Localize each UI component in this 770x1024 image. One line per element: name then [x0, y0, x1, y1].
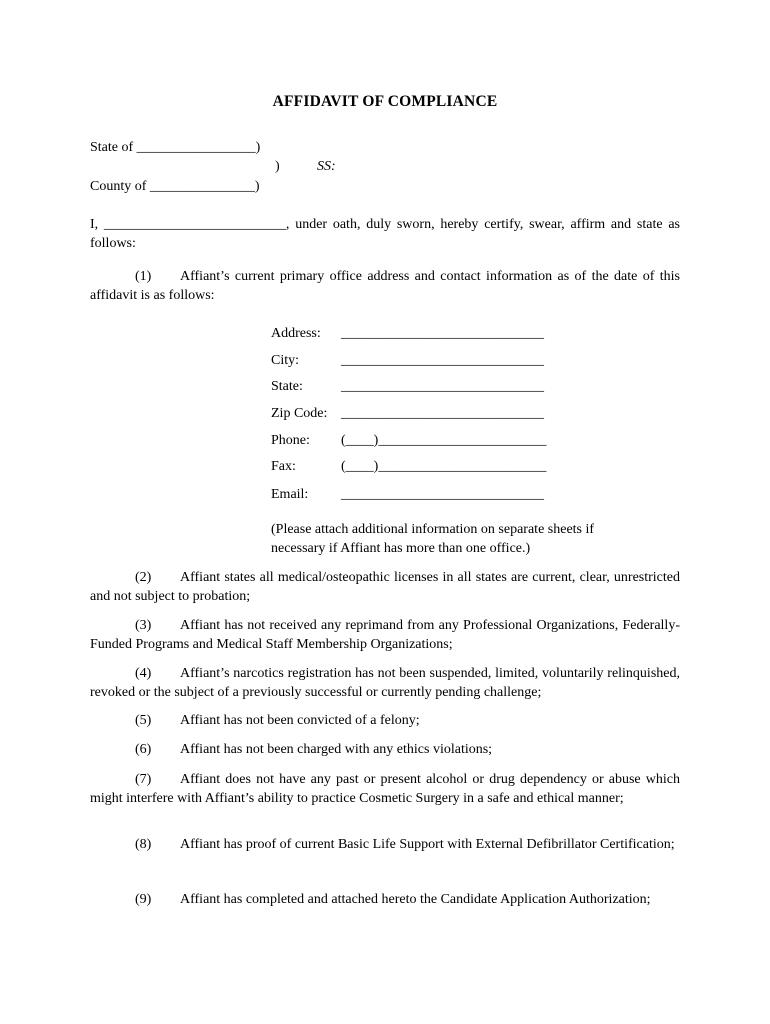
zip-field-row — [271, 404, 544, 423]
item-number: (8) — [135, 837, 152, 852]
item-text: Affiant has not received any reprimand from any Professional Organizations, Federally-Funded Programs and Medical Staff Membership Organizations; — [90, 618, 680, 652]
document-title: AFFIDAVIT OF COMPLIANCE — [272, 93, 498, 110]
city-blank: _____________________________ — [341, 353, 544, 368]
item-1-paragraph — [90, 267, 680, 305]
item-text: Affiant states all medical/osteopathic licenses in all states are current, clear, unrestricted and not subject to probation; — [90, 570, 680, 604]
item-text: Affiant’s current primary office address and contact information as of the date of this affidavit is as follows: — [90, 269, 680, 303]
phone-field-row — [271, 431, 546, 450]
item-number: (9) — [135, 892, 152, 907]
item-number: (5) — [135, 713, 152, 728]
venue-paren: ) — [275, 159, 280, 174]
item-number: (1) — [135, 269, 152, 284]
item-text: Affiant has not been convicted of a felony; — [180, 713, 420, 728]
item-7-paragraph — [90, 770, 680, 808]
zip-code-label: Zip Code: — [271, 406, 328, 421]
item-8-paragraph — [90, 835, 680, 854]
phone-label: Phone: — [271, 433, 310, 448]
fax-field-row — [271, 457, 546, 476]
item-text: Affiant has proof of current Basic Life Support with External Defibrillator Certification; — [180, 837, 675, 852]
address-field-row — [271, 324, 544, 343]
item-9-paragraph — [90, 890, 680, 909]
item-3-paragraph — [90, 616, 680, 654]
city-field-row — [271, 351, 544, 370]
fax-blank: (____)________________________ — [341, 459, 547, 474]
state-field-row — [271, 377, 544, 396]
intro-paragraph: I, __________________________, under oath, duly sworn, hereby certify, swear, affirm and state as follows: — [90, 217, 680, 251]
item-number: (3) — [135, 618, 152, 633]
county-of-line: County of _______________) — [90, 179, 260, 194]
item-text: Affiant’s narcotics registration has not been suspended, limited, voluntarily relinquished, revoked or the subject of a previously successful or currently pending challenge; — [90, 666, 680, 700]
address-label: Address: — [271, 326, 321, 341]
zip-code-blank: _____________________________ — [341, 406, 544, 421]
state-of-line: State of _________________) — [90, 140, 261, 155]
item-6-paragraph — [90, 740, 680, 759]
attachment-note: (Please attach additional information on separate sheets if necessary if Affiant has more than one office.) — [271, 522, 595, 556]
state-label: State: — [271, 379, 303, 394]
email-field-row — [271, 485, 544, 504]
phone-blank: (____)________________________ — [341, 433, 547, 448]
item-number: (6) — [135, 742, 152, 757]
item-4-paragraph — [90, 664, 680, 702]
item-text: Affiant does not have any past or present alcohol or drug dependency or abuse which might interfere with Affiant’s ability to practice Cosmetic Surgery in a safe and ethical manner; — [90, 772, 680, 806]
address-blank: _____________________________ — [341, 326, 544, 341]
item-number: (2) — [135, 570, 152, 585]
item-number: (7) — [135, 772, 152, 787]
city-label: City: — [271, 353, 300, 368]
fax-label: Fax: — [271, 459, 296, 474]
ss-label: SS: — [317, 159, 336, 174]
item-number: (4) — [135, 666, 152, 681]
state-blank: _____________________________ — [341, 379, 544, 394]
item-5-paragraph — [90, 711, 680, 730]
item-2-paragraph — [90, 568, 680, 606]
email-blank: _____________________________ — [341, 487, 544, 502]
email-label: Email: — [271, 487, 309, 502]
item-text: Affiant has completed and attached hereto the Candidate Application Authorization; — [180, 892, 651, 907]
item-text: Affiant has not been charged with any ethics violations; — [180, 742, 493, 757]
